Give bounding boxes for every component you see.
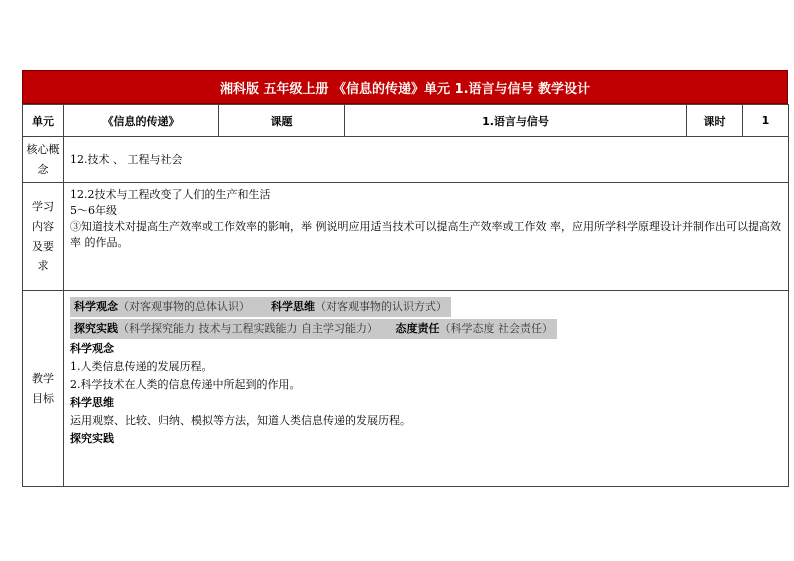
header-row	[23, 105, 789, 137]
learning-content-line3: ③知道技术对提高生产效率或工作效率的影响，举 例说明应用适当技术可以提高生产效率或工作效 率，应用所学科学原理设计并制作出可以提高效率 的作品。	[70, 219, 781, 249]
goals-hl2-a-rest: （科学探究能力 技术与工程实践能力 自主学习能力）	[118, 321, 378, 335]
learning-content-label-text: 学习内容及要求	[32, 199, 54, 273]
goals-hl2-b-rest: （科学态度 社会责任）	[439, 321, 553, 335]
lesson-plan-table	[22, 104, 789, 487]
lesson-value: 1.语言与信号	[345, 105, 687, 137]
goals-section1-title: 科学观念	[70, 341, 114, 355]
goals-hl2-b-bold: 态度责任	[395, 321, 440, 335]
goals-hl1-a-rest: （对客观事物的总体认识）	[118, 300, 250, 313]
goals-highlight-line1	[70, 297, 451, 317]
core-concept-value: 12.技术 、 工程与社会	[64, 137, 789, 183]
goals-section1-item1: 1.人类信息传递的发展历程。	[70, 359, 213, 373]
goals-label	[23, 291, 64, 487]
goals-row	[23, 291, 789, 487]
hours-label: 课时	[687, 105, 743, 137]
hours-value: 1	[743, 105, 789, 137]
goals-highlight-line2	[70, 319, 557, 339]
goals-content	[64, 291, 789, 487]
goals-section2-text: 运用观察、比较、归纳、模拟等方法，知道人类信息传递的发展历程。	[70, 413, 411, 427]
learning-content-line2: 5～6年级	[70, 203, 117, 217]
goals-hl1-b-rest: （对客观事物的认识方式）	[314, 300, 447, 313]
goals-hl2-a-bold: 探究实践	[74, 321, 118, 335]
unit-label: 单元	[23, 105, 64, 137]
unit-value: 《信息的传递》	[64, 105, 219, 137]
learning-content-line1: 12.2技术与工程改变了人们的生产和生活	[70, 188, 271, 201]
learning-content-label	[23, 183, 64, 291]
lesson-plan-document	[22, 70, 788, 487]
lesson-label: 课题	[219, 105, 345, 137]
goals-section2-title: 科学思维	[70, 395, 114, 409]
document-title: 湘科版 五年级上册 《信息的传递》单元 1.语言与信号 教学设计	[22, 70, 788, 104]
core-concept-row	[23, 137, 789, 183]
goals-hl1-b-bold: 科学思维	[270, 300, 315, 313]
goals-hl1-a-bold: 科学观念	[74, 300, 118, 313]
core-concept-label-text: 核心概念	[26, 142, 60, 176]
goals-section3-title: 探究实践	[70, 431, 114, 445]
learning-content-row	[23, 183, 789, 291]
learning-content-value	[64, 183, 789, 291]
core-concept-label	[23, 137, 64, 183]
goals-label-text: 教学目标	[32, 371, 54, 405]
goals-section1-item2: 2.科学技术在人类的信息传递中所起到的作用。	[70, 377, 301, 391]
